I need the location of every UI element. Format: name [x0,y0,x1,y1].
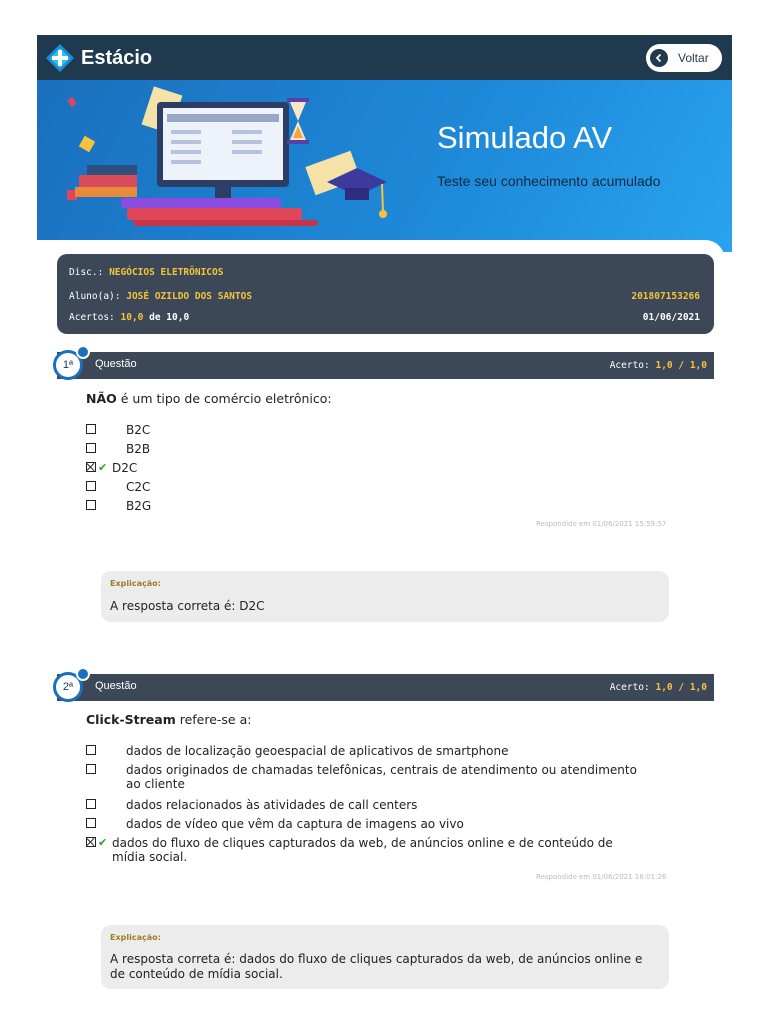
back-button-label: Voltar [678,51,709,65]
hero-banner [37,80,732,252]
brand-logo[interactable] [45,43,152,73]
question-label: Questão [95,680,137,692]
page-subtitle: Teste seu conhecimento acumulado [437,173,661,189]
discipline-value: NEGÓCIOS ELETRÔNICOS [109,267,224,278]
badge-dot [76,667,90,681]
student-row [69,291,700,302]
study-illustration [37,80,397,252]
explanation-title: Explicação: [110,933,161,942]
question-number: 1ª [53,350,83,380]
explanation-text: A resposta correta é: D2C [110,599,265,613]
explanation-box-2 [101,925,669,989]
checkbox-checked[interactable] [86,462,96,472]
option-q2-3[interactable]: dados relacionados às atividades de call centers [86,798,646,812]
checkbox[interactable] [86,443,96,453]
score-value: 10,0 [120,312,144,323]
answered-timestamp-2: Respondido em 01/06/2021 16:01:26 [536,873,667,881]
discipline-label: Disc.: [69,267,104,278]
question-number-badge-2 [49,670,89,704]
checkbox[interactable] [86,424,96,434]
checkbox[interactable] [86,745,96,755]
checkbox[interactable] [86,500,96,510]
brand-name: Estácio [81,46,153,69]
check-mark-icon: ✔ [98,461,108,474]
option-q1-2[interactable]: B2B [86,442,150,456]
option-q1-3[interactable]: ✔ D2C [86,461,137,475]
question-text-1: NÃO é um tipo de comércio eletrônico: [86,391,332,406]
checkbox[interactable] [86,481,96,491]
question-text-2: Click-Stream refere-se a: [86,712,252,727]
badge-dot [76,345,90,359]
exam-date: 01/06/2021 [642,312,700,323]
question-score: Acerto: 1,0 / 1,0 [609,360,707,371]
checkbox-checked[interactable] [86,837,96,847]
question-score: Acerto: 1,0 / 1,0 [609,682,707,693]
option-q1-5[interactable]: B2G [86,499,151,513]
student-id: 201807153266 [631,291,700,302]
student-name: JOSÉ OZILDO DOS SANTOS [126,291,253,302]
explanation-box-1 [101,571,669,622]
estacio-logo-icon [45,43,75,73]
score-label: Acertos: [69,312,115,323]
option-q2-4[interactable]: dados de vídeo que vêm da captura de imagens ao vivo [86,817,646,831]
discipline-row [69,267,700,278]
explanation-text: A resposta correta é: dados do fluxo de cliques capturados da web, de anúncios online e de conteúdo de mídia social. [110,952,643,981]
option-q1-4[interactable]: C2C [86,480,150,494]
score-total: de 10,0 [149,312,190,323]
question-header-1 [57,352,714,379]
score-row [69,312,700,323]
page-title: Simulado AV [437,120,613,155]
top-bar [37,35,732,80]
explanation-title: Explicação: [110,579,161,588]
back-button[interactable] [646,44,722,72]
option-q2-1[interactable]: dados de localização geoespacial de aplicativos de smartphone [86,744,646,758]
question-label: Questão [95,358,137,370]
question-number: 2ª [53,672,83,702]
question-number-badge-1 [49,348,89,382]
checkbox[interactable] [86,764,96,774]
student-label: Aluno(a): [69,291,121,302]
option-q2-5[interactable]: ✔ dados do fluxo de cliques capturados da web, de anúncios online e de conteúdo de mídia social. [86,836,646,864]
checkbox[interactable] [86,799,96,809]
check-mark-icon: ✔ [98,836,108,849]
option-q2-2[interactable]: dados originados de chamadas telefônicas, centrais de atendimento ou atendimento ao cliente [86,763,646,791]
exam-info-card [57,254,714,334]
question-header-2 [57,674,714,701]
answered-timestamp-1: Respondido em 01/06/2021 15:59:57 [536,520,667,528]
checkbox[interactable] [86,818,96,828]
option-q1-1[interactable]: B2C [86,423,150,437]
chevron-left-icon [650,49,668,67]
